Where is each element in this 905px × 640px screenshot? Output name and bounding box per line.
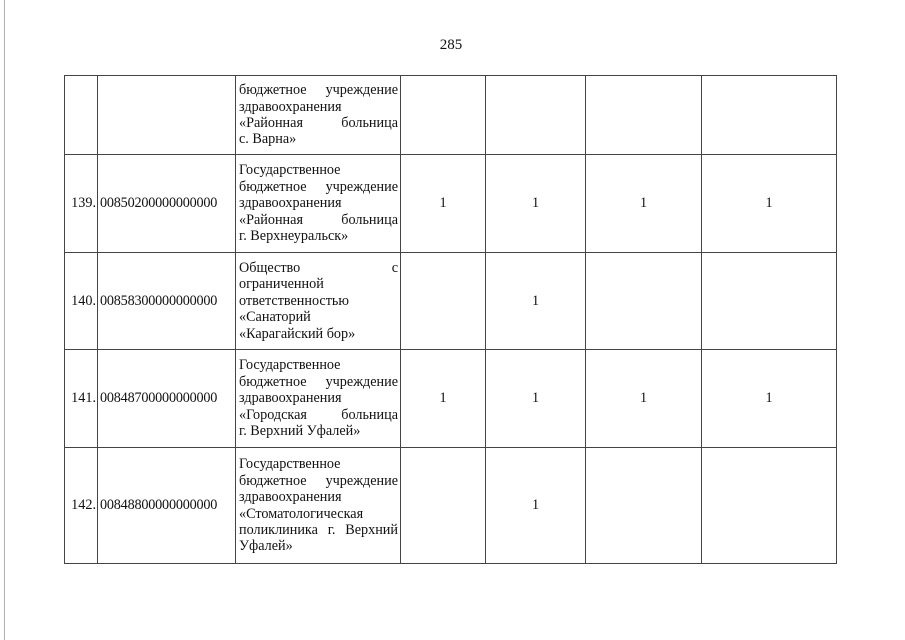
- value-cell-2: 1: [486, 155, 586, 253]
- value-cell-4: [702, 253, 837, 350]
- name-line: «Санаторий: [239, 309, 311, 326]
- table-row: [65, 76, 837, 155]
- name-line: здравоохранения: [239, 98, 342, 115]
- value-cell-3: 1: [586, 155, 702, 253]
- name-line: г. Верхнеуральск»: [239, 228, 349, 245]
- name-line: Государственное: [239, 357, 341, 374]
- row-organization-name: [236, 253, 401, 350]
- row-index: 142.: [65, 448, 98, 564]
- scan-edge-line: [4, 0, 5, 640]
- value-cell-1: [401, 76, 486, 155]
- row-organization-name: [236, 448, 401, 564]
- value-cell-2: [486, 76, 586, 155]
- value-cell-4: 1: [702, 155, 837, 253]
- row-index: [65, 76, 98, 155]
- name-line: здравоохранения: [239, 489, 342, 506]
- name-line: ответственностью: [239, 292, 350, 309]
- name-line: здравоохранения: [239, 195, 342, 212]
- name-line: «Карагайский бор»: [239, 325, 356, 342]
- value-cell-3: [586, 448, 702, 564]
- row-code: 00858300000000000: [98, 253, 236, 350]
- table-row: [65, 155, 837, 253]
- name-line: ограниченной: [239, 276, 324, 293]
- table-row: [65, 253, 837, 350]
- name-line: «Стоматологическая: [239, 505, 364, 522]
- value-cell-3: 1: [586, 350, 702, 448]
- value-cell-2: 1: [486, 253, 586, 350]
- table-row: [65, 448, 837, 564]
- row-code: [98, 76, 236, 155]
- name-line: «Районная больница: [239, 115, 398, 131]
- name-line: Государственное: [239, 456, 341, 473]
- name-line: «Городская больница: [239, 406, 398, 423]
- table-row: [65, 350, 837, 448]
- name-line: бюджетное учреждение: [239, 178, 398, 195]
- name-line: Общество с: [239, 259, 398, 276]
- name-line: Государственное: [239, 162, 341, 179]
- value-cell-4: [702, 448, 837, 564]
- page-number: 285: [439, 37, 463, 53]
- name-line: «Районная больница: [239, 211, 398, 228]
- name-line: с. Варна»: [239, 131, 297, 148]
- row-index: 140.: [65, 253, 98, 350]
- row-code: 00848700000000000: [98, 350, 236, 448]
- value-cell-4: [702, 76, 837, 155]
- value-cell-1: [401, 448, 486, 564]
- organizations-table: [64, 75, 837, 564]
- row-index: 141.: [65, 350, 98, 448]
- row-organization-name: [236, 76, 401, 155]
- value-cell-3: [586, 76, 702, 155]
- name-line: бюджетное учреждение: [239, 82, 398, 99]
- name-line: бюджетное учреждение: [239, 373, 398, 390]
- value-cell-1: [401, 253, 486, 350]
- row-index: 139.: [65, 155, 98, 253]
- name-line: Уфалей»: [239, 538, 293, 555]
- value-cell-1: 1: [401, 155, 486, 253]
- value-cell-2: 1: [486, 448, 586, 564]
- row-code: 00848800000000000: [98, 448, 236, 564]
- value-cell-3: [586, 253, 702, 350]
- value-cell-2: 1: [486, 350, 586, 448]
- row-organization-name: [236, 155, 401, 253]
- name-line: здравоохранения: [239, 390, 342, 407]
- row-organization-name: [236, 350, 401, 448]
- row-code: 00850200000000000: [98, 155, 236, 253]
- value-cell-4: 1: [702, 350, 837, 448]
- name-line: г. Верхний Уфалей»: [239, 423, 361, 440]
- value-cell-1: 1: [401, 350, 486, 448]
- name-line: поликлиника г. Верхний: [239, 521, 398, 538]
- name-line: бюджетное учреждение: [239, 472, 398, 489]
